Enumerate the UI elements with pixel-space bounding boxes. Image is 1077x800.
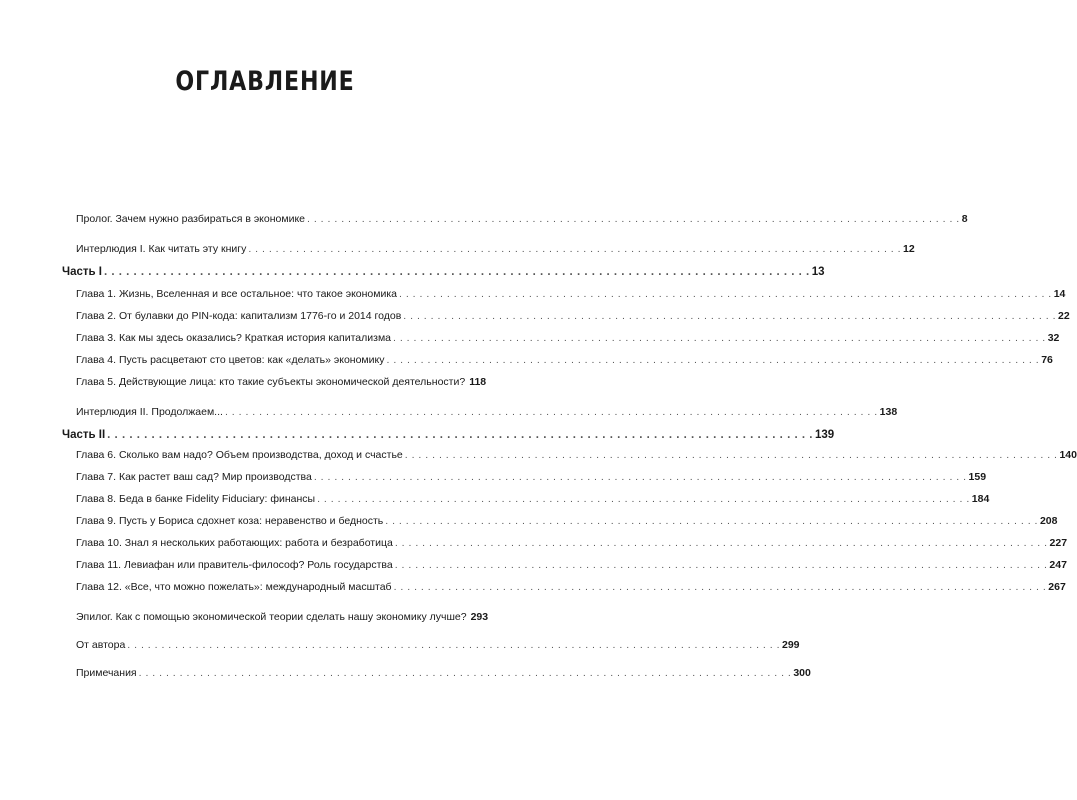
dot-leader <box>104 265 810 279</box>
dot-leader <box>307 212 960 226</box>
toc-entry[interactable] <box>76 287 1066 301</box>
toc-page-number: 247 <box>1049 559 1067 571</box>
dot-leader <box>399 287 1052 301</box>
toc-entry-label: Глава 9. Пусть у Бориса сдохнет коза: неравенство и бедность <box>76 515 384 527</box>
toc-entry-label: Примечания <box>76 667 137 679</box>
toc-entry[interactable] <box>76 331 1060 345</box>
dot-leader <box>107 428 813 442</box>
toc-entry[interactable] <box>76 536 1068 550</box>
toc-page-number: 139 <box>814 429 835 441</box>
dot-leader <box>314 470 967 484</box>
dot-leader <box>385 514 1038 528</box>
toc-entry-label: Глава 8. Беда в банке Fidelity Fiduciary: финансы <box>76 493 316 505</box>
toc-page-number: 159 <box>968 471 987 483</box>
toc-entry[interactable] <box>76 212 968 226</box>
toc-page-number: 12 <box>903 243 915 255</box>
toc-entry-label: Глава 2. От булавки до PIN-кода: капитализм 1776-го и 2014 годов <box>76 310 402 322</box>
toc-page-number: 227 <box>1049 537 1068 549</box>
toc-entry[interactable] <box>76 610 489 624</box>
dot-leader <box>317 492 970 506</box>
toc-page-number: 8 <box>961 213 968 225</box>
dot-leader <box>403 309 1056 323</box>
toc-entry[interactable] <box>76 375 487 389</box>
toc-entry-label: Глава 5. Действующие лица: кто такие субъекты экономической деятельности? <box>76 376 466 388</box>
toc-part-heading[interactable] <box>62 265 825 279</box>
toc-part-heading[interactable] <box>62 428 835 442</box>
toc-page-number: 13 <box>811 266 825 278</box>
dot-leader <box>394 580 1047 594</box>
toc-page-number: 118 <box>469 376 487 388</box>
dot-leader <box>139 666 792 680</box>
toc-entry-label: Глава 12. «Все, что можно пожелать»: международный масштаб <box>76 581 392 593</box>
toc-entry[interactable] <box>76 448 1077 462</box>
page-title: ОГЛАВЛЕНИЕ <box>175 66 355 97</box>
toc-part-label: Часть I <box>62 266 102 278</box>
toc-page-number: 208 <box>1039 515 1058 527</box>
toc-page-number: 299 <box>782 639 800 651</box>
toc-entry-label: Глава 4. Пусть расцветают сто цветов: как «делать» экономику <box>76 354 385 366</box>
toc-entry-label: Интерлюдия II. Продолжаем... <box>76 406 223 418</box>
dot-leader <box>405 448 1058 462</box>
toc-page-number: 32 <box>1047 332 1060 344</box>
toc-entry[interactable] <box>76 405 898 419</box>
toc-entry-label: Глава 7. Как растет ваш сад? Мир производства <box>76 471 312 483</box>
toc-entry-label: Глава 1. Жизнь, Вселенная и все остальное: что такое экономика <box>76 288 398 300</box>
toc-entry-label: Глава 3. Как мы здесь оказались? Краткая история капитализма <box>76 332 392 344</box>
toc-entry[interactable] <box>76 558 1067 572</box>
dot-leader <box>225 405 878 419</box>
toc-part-label: Часть II <box>62 429 106 441</box>
dot-leader <box>393 331 1046 345</box>
toc-page-number: 14 <box>1053 288 1066 300</box>
toc-page-number: 300 <box>793 667 811 679</box>
toc-entry-label: Интерлюдия I. Как читать эту книгу <box>76 243 247 255</box>
toc-entry[interactable] <box>76 638 800 652</box>
toc-page-number: 184 <box>971 493 990 505</box>
toc-entry[interactable] <box>76 492 990 506</box>
toc-entry[interactable] <box>76 666 811 680</box>
table-of-contents <box>62 212 1077 680</box>
toc-entry[interactable] <box>76 242 915 256</box>
toc-page-number: 140 <box>1059 449 1077 461</box>
toc-entry-label: Глава 11. Левиафан или правитель-философ? Роль государства <box>76 559 393 571</box>
toc-entry[interactable] <box>76 514 1058 528</box>
toc-entry[interactable] <box>76 309 1070 323</box>
dot-leader <box>127 638 780 652</box>
toc-page-number: 22 <box>1058 310 1070 322</box>
dot-leader <box>386 353 1039 367</box>
toc-entry[interactable] <box>76 580 1066 594</box>
toc-page-number: 267 <box>1048 581 1066 593</box>
toc-page-number: 76 <box>1041 354 1053 366</box>
toc-entry-label: Глава 6. Сколько вам надо? Объем производства, доход и счастье <box>76 449 403 461</box>
toc-entry-label: Эпилог. Как с помощью экономической теории сделать нашу экономику лучше? <box>76 611 467 623</box>
toc-page-number: 293 <box>470 611 489 623</box>
toc-entry-label: От автора <box>76 639 126 651</box>
toc-page-number: 138 <box>879 406 898 418</box>
toc-entry[interactable] <box>76 353 1053 367</box>
toc-entry[interactable] <box>76 470 987 484</box>
toc-entry-label: Глава 10. Знал я нескольких работающих: работа и безработица <box>76 537 393 549</box>
toc-entry-label: Пролог. Зачем нужно разбираться в экономике <box>76 213 306 225</box>
dot-leader <box>395 558 1048 572</box>
dot-leader <box>248 242 901 256</box>
dot-leader <box>395 536 1048 550</box>
